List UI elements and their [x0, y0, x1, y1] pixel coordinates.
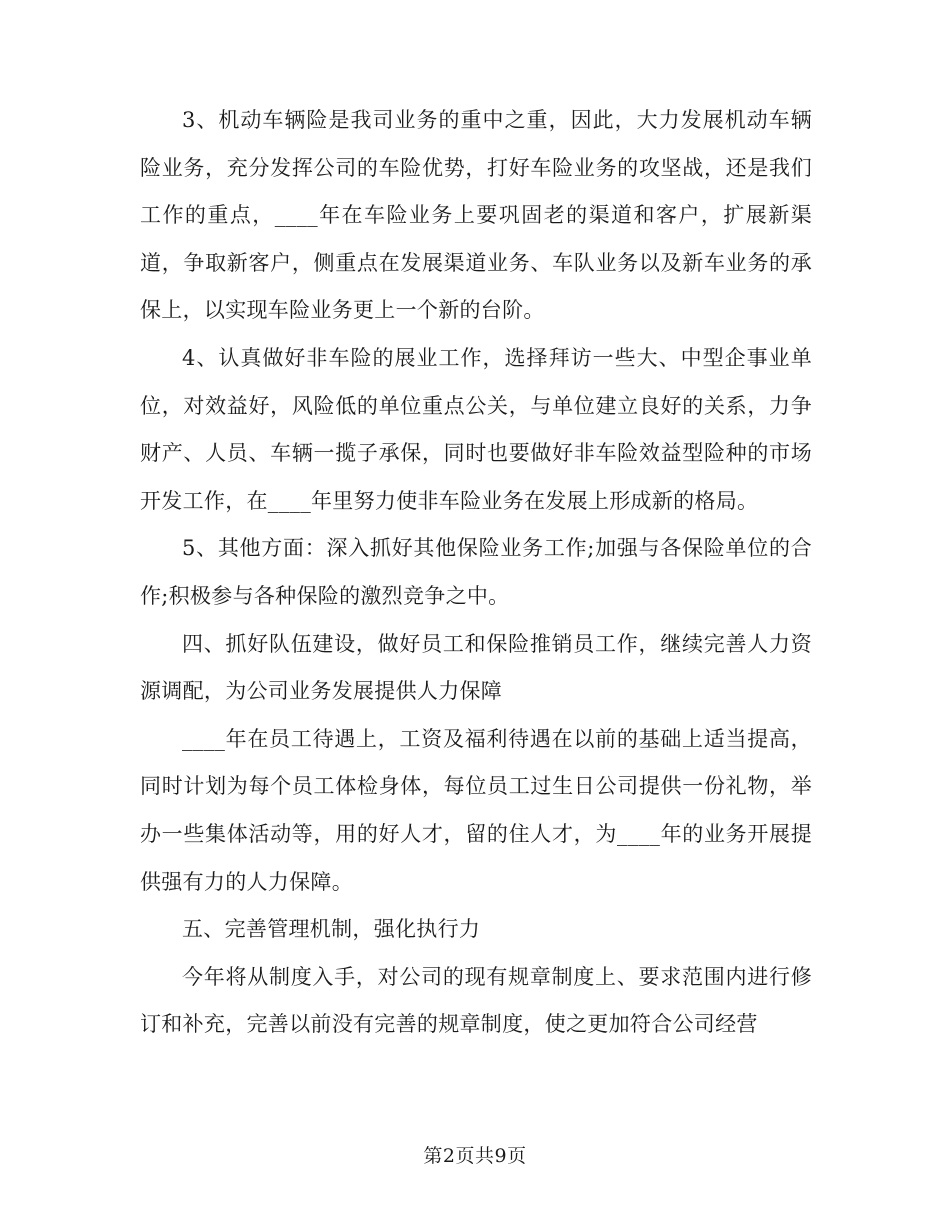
paragraph-regulations: 今年将从制度入手，对公司的现有规章制度上、要求范围内进行修订和补充，完善以前没有完善的规章制度，使之更加符合公司经营 [140, 964, 812, 1037]
page-number: 第2页共9页 [423, 1145, 527, 1167]
document-body [140, 97, 812, 1049]
section-heading-team-building: 四、抓好队伍建设，做好员工和保险推销员工作，继续完善人力资源调配，为公司业务发展提供人力保障 [140, 631, 812, 704]
section-heading-management: 五、完善管理机制，强化执行力 [182, 917, 481, 942]
paragraph-employee-benefits: ____年在员工待遇上，工资及福利待遇在以前的基础上适当提高，同时计划为每个员工体检身体，每位员工过生日公司提供一份礼物，举办一些集体活动等，用的好人才，留的住人才，为____年的业务开展提供强有力的人力保障。 [140, 726, 812, 894]
paragraph-vehicle-insurance: 3、机动车辆险是我司业务的重中之重，因此，大力发展机动车辆险业务，充分发挥公司的车险优势，打好车险业务的攻坚战，还是我们工作的重点，____年在车险业务上要巩固老的渠道和客户，扩展新渠道，争取新客户，侧重点在发展渠道业务、车队业务以及新车业务的承保上，以实现车险业务更上一个新的台阶。 [140, 108, 812, 323]
paragraph-non-vehicle-insurance: 4、认真做好非车险的展业工作，选择拜访一些大、中型企事业单位，对效益好，风险低的单位重点公关，与单位建立良好的关系，力争财产、人员、车辆一揽子承保，同时也要做好非车险效益型险种的市场开发工作，在____年里努力使非车险业务在发展上形成新的格局。 [140, 345, 812, 513]
paragraph-other-aspects: 5、其他方面：深入抓好其他保险业务工作;加强与各保险单位的合作;积极参与各种保险的激烈竞争之中。 [140, 536, 812, 608]
